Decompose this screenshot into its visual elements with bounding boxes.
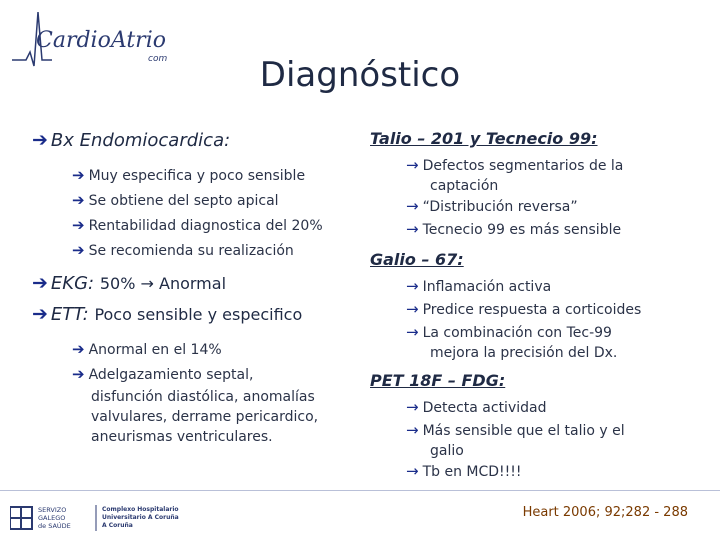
list-item: → Más sensible que el talio y el galio (406, 421, 625, 459)
arrow-icon: → (406, 197, 419, 215)
list-item: → Tecnecio 99 es más sensible (406, 220, 622, 238)
complex-text: Complexo Hospitalario Universitario A Coruña A Coruña (102, 506, 179, 529)
talio-heading: Talio – 201 y Tecnecio 99: (370, 129, 598, 148)
arrow-icon: → (406, 421, 419, 439)
ekg-heading: ➔ EKG: 50% → Anormal (32, 272, 227, 294)
arrow-icon: ➔ (72, 241, 85, 259)
arrow-icon: → (406, 323, 419, 341)
arrow-icon: → (406, 220, 419, 238)
list-item: ➔ Anormal en el 14% (72, 340, 222, 358)
galio-list (406, 275, 700, 362)
list-item: ➔ Rentabilidad diagnostica del 20% (72, 216, 323, 234)
list-item: → Defectos segmentarios de la captación (406, 156, 624, 194)
arrow-icon: → (406, 156, 419, 174)
list-item: ➔ Se recomienda su realización (72, 241, 294, 259)
footer (0, 495, 720, 540)
list-item: → Inflamación activa (406, 277, 552, 295)
arrow-icon: → (406, 462, 419, 480)
logo-subtext: com (148, 54, 168, 64)
arrow-icon: ➔ (72, 216, 85, 234)
bx-heading: ➔ Bx Endomiocardica: (32, 129, 231, 151)
ekg-value: 50% → Anormal (99, 274, 227, 293)
galio-heading: Galio – 67: (370, 250, 464, 269)
pet-list (406, 396, 700, 483)
talio-list (406, 154, 700, 241)
list-item: ➔ Muy especifica y poco sensible (72, 166, 306, 184)
reference-citation: Heart 2006; 92;282 - 288 (522, 505, 688, 520)
arrow-icon: → (406, 300, 419, 318)
arrow-icon: → (406, 398, 419, 416)
list-item: ➔ Se obtiene del septo apical (72, 191, 279, 209)
list-item: → “Distribución reversa” (406, 197, 578, 215)
arrow-icon: → (406, 277, 419, 295)
list-item: ➔ Adelgazamiento septal, disfunción diastólica, anomalías valvulares, derrame pericardico, aneurismas ventriculares. (72, 365, 319, 445)
ett-heading: ➔ ETT: Poco sensible y especifico (32, 303, 303, 325)
bullet-arrow-icon: ➔ (32, 303, 48, 325)
bullet-arrow-icon: ➔ (32, 272, 48, 294)
arrow-icon: ➔ (72, 365, 85, 383)
arrow-icon: ➔ (72, 166, 85, 184)
list-item: → La combinación con Tec-99 mejora la precisión del Dx. (406, 323, 618, 361)
left-column (32, 128, 362, 447)
footer-divider (0, 490, 720, 491)
page-title: Diagnóstico (259, 55, 461, 95)
list-item: → Detecta actividad (406, 398, 547, 416)
sergas-text: SERVIZO GALEGO de SAÚDE (38, 506, 71, 530)
ett-list (72, 337, 362, 447)
arrow-icon: ➔ (72, 191, 85, 209)
right-column (370, 128, 700, 483)
logo-text: CardioAtrio (36, 28, 166, 53)
arrow-icon: ➔ (72, 340, 85, 358)
bx-list (72, 163, 362, 263)
bullet-arrow-icon: ➔ (32, 129, 48, 151)
list-item: → Predice respuesta a corticoides (406, 300, 642, 318)
sergas-logo (10, 503, 179, 533)
list-item: → Tb en MCD!!!! (406, 462, 522, 480)
ett-value: Poco sensible y especifico (94, 305, 303, 324)
pet-heading: PET 18F – FDG: (370, 371, 506, 390)
